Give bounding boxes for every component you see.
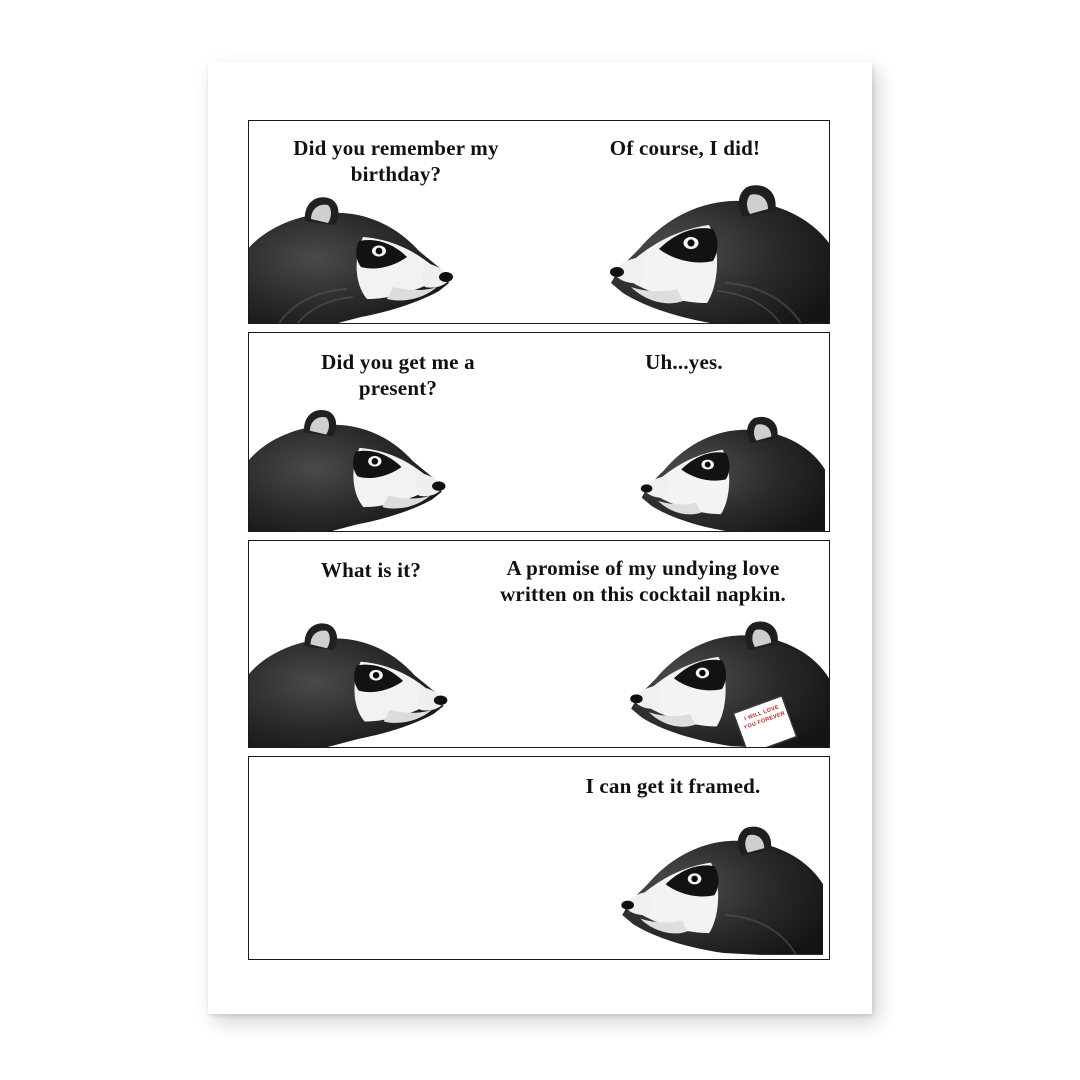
panel-2-left-speech: Did you get me a present? <box>321 350 475 401</box>
panel-3-right-speech: A promise of my undying love written on this cocktail napkin. <box>500 556 786 607</box>
panel-2-right-speech: Uh...yes. <box>645 350 723 374</box>
panel-1-left-speech: Did you remember my birthday? <box>293 136 499 187</box>
napkin-body <box>733 695 797 748</box>
panel-3-left-speech: What is it? <box>320 558 422 582</box>
panel-4-right-speech: I can get it framed. <box>585 774 761 798</box>
comic-panel-1 <box>248 120 830 324</box>
panel-1-right-speech: Of course, I did! <box>609 136 761 160</box>
raccoon-right-icon <box>615 811 823 960</box>
napkin-text: I WILL LOVE YOU FOREVER <box>743 704 787 732</box>
raccoon-right-icon <box>635 409 825 532</box>
raccoon-left-icon <box>248 187 463 324</box>
raccoon-right-icon <box>624 611 829 748</box>
comic-panel-3 <box>248 540 830 748</box>
raccoon-left-icon <box>248 399 455 532</box>
comic-panel-2 <box>248 332 830 532</box>
raccoon-right-icon <box>603 177 830 324</box>
comic-strip <box>248 120 832 960</box>
cocktail-napkin <box>739 703 791 747</box>
comic-panel-4 <box>248 756 830 960</box>
greeting-card <box>208 62 872 1014</box>
raccoon-left-icon <box>248 611 457 748</box>
